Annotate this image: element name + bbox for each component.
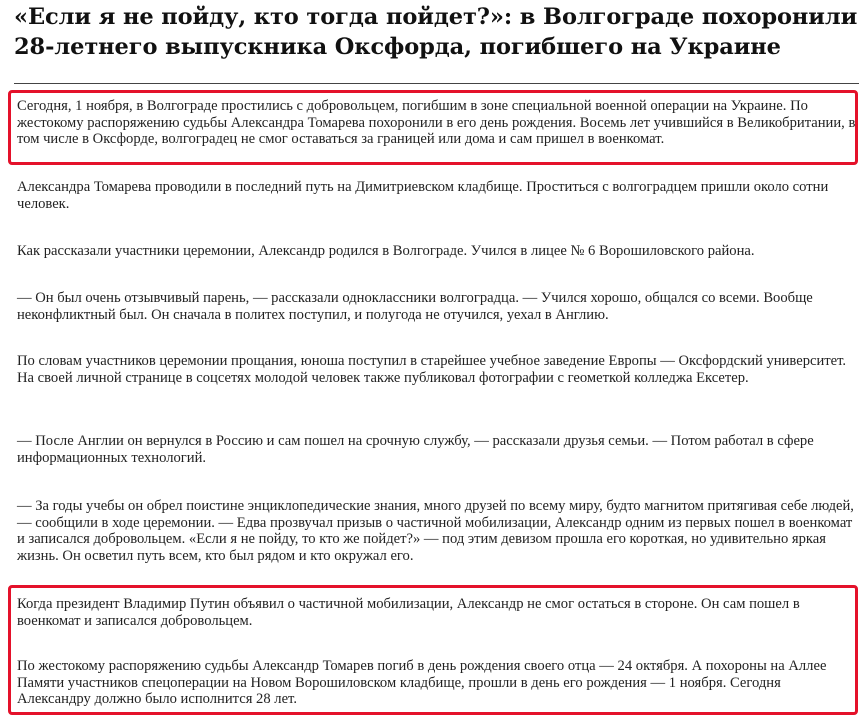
article-paragraph-8: Когда президент Владимир Путин объявил о частичной мобилизации, Александр не смог остаться в стороне. Он сам пошел в военкомат и записался добровольцем. bbox=[17, 596, 800, 629]
article-headline: «Если я не пойду, кто тогда пойдет?»: в Волгограде похоронили 28-летнего выпускника Оксфорда, погибшего на Украине bbox=[14, 4, 858, 60]
article-paragraph-3: Как рассказали участники церемонии, Александр родился в Волгограде. Учился в лицее № 6 Ворошиловского района. bbox=[17, 243, 755, 259]
article-paragraph-2: Александра Томарева проводили в последний путь на Димитриевском кладбище. Проститься с волгоградцем пришли около сотни человек. bbox=[17, 179, 829, 212]
article-paragraph-5: По словам участников церемонии прощания, юноша поступил в старейшее учебное заведение Европы — Оксфордский университет. На своей личной странице в соцсетях молодой человек также публиковал фотографии с геометкой колледжа Ексетер. bbox=[17, 353, 847, 386]
article-paragraph-7: — За годы учебы он обрел поистине энциклопедические знания, много друзей по всему миру, будто магнитом притягивая себе людей, — сообщили в ходе церемонии. — Едва прозвучал призыв о частичной мобилизации, Александр одним из первых пошел в военкомат и записался добровольцем. «Если я не пойду, то кто же пойдет?» — под этим девизом прошла его короткая, но удивительно яркая жизнь. Он осветил путь всем, кто был рядом и кто окружал его. bbox=[17, 498, 854, 564]
article-paragraph-9: По жестокому распоряжению судьбы Александр Томарев погиб в день рождения своего отца — 24 октября. А похороны на Аллее Памяти участников спецоперации на Новом Ворошиловском кладбище, прошли в день его рождения — 1 ноября. Сегодня Александру должно было исполнится 28 лет. bbox=[17, 658, 827, 707]
article-paragraph-1: Сегодня, 1 ноября, в Волгограде простились с добровольцем, погибшим в зоне специальной военной операции на Украине. По жестокому распоряжению судьбы Александра Томарева похоронили в его день рождения. Восемь лет учившийся в Великобритании, в том числе в Оксфорде, волгоградец не смог оставаться за границей или дома и сам пришел в военкомат. bbox=[17, 98, 856, 147]
article-paragraph-6: — После Англии он вернулся в Россию и сам пошел на срочную службу, — рассказали друзья семьи. — Потом работал в сфере информационных технологий. bbox=[17, 433, 814, 466]
headline-divider bbox=[14, 83, 859, 84]
article-paragraph-4: — Он был очень отзывчивый парень, — рассказали одноклассники волгоградца. — Учился хорошо, общался со всеми. Вообще неконфликтный был. Он сначала в политех поступил, и полугода не отучился, уехал в Англию. bbox=[17, 290, 813, 323]
